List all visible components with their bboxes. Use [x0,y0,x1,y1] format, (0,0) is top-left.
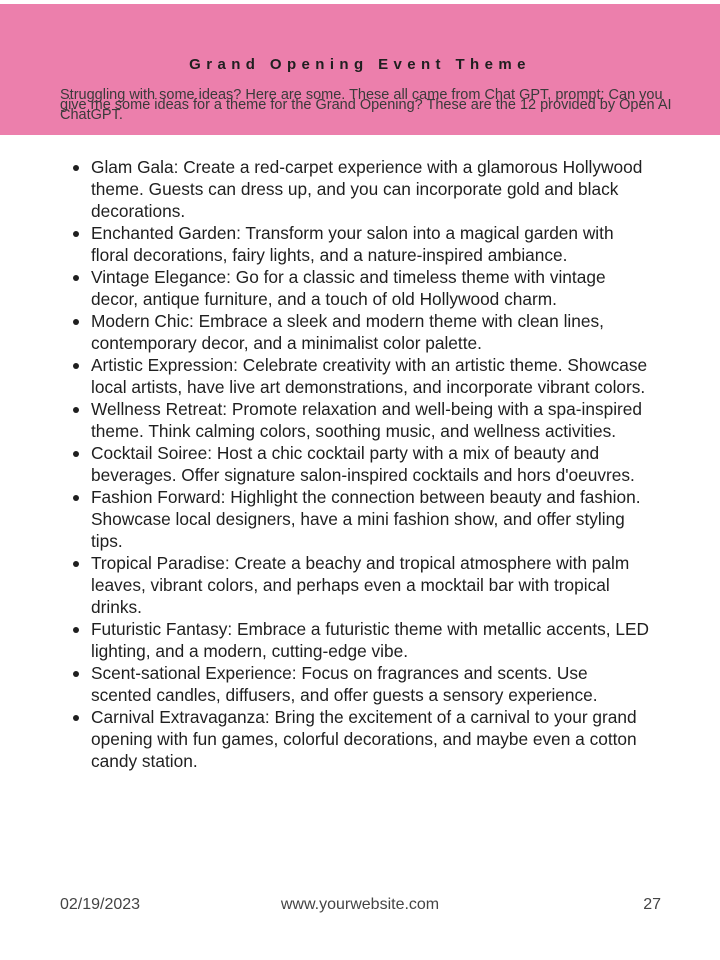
bullet-icon [73,627,79,633]
list-item-text: Carnival Extravaganza: Bring the excitement of a carnival to your grand opening with fun games, colorful decorations, and maybe even a cotton candy station. [91,707,637,771]
bullet-icon [73,495,79,501]
bullet-icon [73,165,79,171]
bullet-icon [73,671,79,677]
list-item-text: Wellness Retreat: Promote relaxation and well-being with a spa-inspired theme. Think calming colors, soothing music, and wellness activities. [91,399,643,441]
list-item-text: Scent-sational Experience: Focus on fragrances and scents. Use scented candles, diffusers, and offer guests a sensory experience. [91,663,598,705]
header-band [0,4,720,135]
list-item [91,662,651,706]
list-item [91,398,651,442]
list-item [91,618,651,662]
page-number: 27 [643,896,661,913]
list-item [91,442,651,486]
bullet-icon [73,715,79,721]
theme-list [91,156,651,772]
list-item-text: Enchanted Garden: Transform your salon into a magical garden with floral decorations, fairy lights, and a nature-inspired ambiance. [91,223,614,265]
list-item [91,706,651,772]
list-item-text: Cocktail Soiree: Host a chic cocktail party with a mix of beauty and beverages. Offer signature salon-inspired cocktails and hors d'oeuvres. [91,443,635,485]
intro-text: Struggling with some ideas? Here are some. These all came from Chat GPT, prompt: Can you give me some ideas for a theme for the Grand Opening? These are the 12 provided by Open AI ChatGPT. [60,87,672,123]
bullet-icon [73,363,79,369]
list-item-text: Tropical Paradise: Create a beachy and tropical atmosphere with palm leaves, vibrant colors, and perhaps even a mocktail bar with tropical drinks. [91,553,630,617]
list-item-text: Artistic Expression: Celebrate creativity with an artistic theme. Showcase local artists, have live art demonstrations, and incorporate vibrant colors. [91,355,648,397]
bullet-icon [73,561,79,567]
bullet-icon [73,275,79,281]
list-item [91,222,651,266]
footer-date: 02/19/2023 [60,896,141,913]
list-item [91,156,651,222]
list-item [91,310,651,354]
bullet-icon [73,407,79,413]
list-item-text: Futuristic Fantasy: Embrace a futuristic theme with metallic accents, LED lighting, and a modern, cutting-edge vibe. [91,619,649,661]
list-item [91,486,651,552]
list-item [91,266,651,310]
page-title: Grand Opening Event Theme [189,56,531,73]
bullet-icon [73,231,79,237]
bullet-icon [73,319,79,325]
list-item [91,552,651,618]
list-item-text: Fashion Forward: Highlight the connection between beauty and fashion. Showcase local designers, have a mini fashion show, and offer styling tips. [91,487,641,551]
list-item [91,354,651,398]
bullet-icon [73,451,79,457]
footer-website: www.yourwebsite.com [280,896,440,913]
list-item-text: Glam Gala: Create a red-carpet experience with a glamorous Hollywood theme. Guests can dress up, and you can incorporate gold and black decorations. [91,157,643,221]
list-item-text: Modern Chic: Embrace a sleek and modern theme with clean lines, contemporary decor, and a minimalist color palette. [91,311,604,353]
list-item-text: Vintage Elegance: Go for a classic and timeless theme with vintage decor, antique furniture, and a touch of old Hollywood charm. [91,267,606,309]
